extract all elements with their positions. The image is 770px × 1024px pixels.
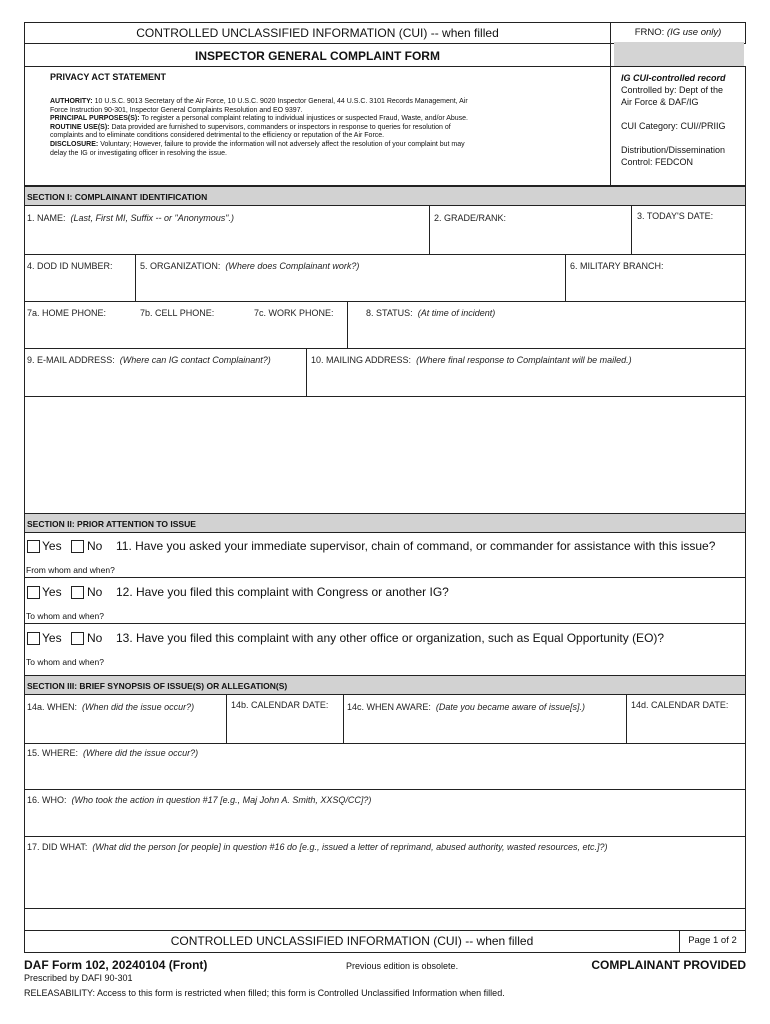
name-label: 1. NAME: (Last, First MI, Suffix -- or "Anonymous".) — [27, 213, 234, 223]
authority-text: 10 U.S.C. 9013 Secretary of the Air Force, 10 U.S.C. 9020 Inspector General, 44 U.S.C. 3101 Records Management, Air — [94, 98, 468, 105]
q13-follow-up: To whom and when? — [26, 657, 104, 667]
q12-yes-checkbox[interactable] — [27, 586, 40, 599]
organization-label: 5. ORGANIZATION: (Where does Complainant work?) — [140, 261, 360, 271]
frno-input[interactable] — [614, 42, 744, 66]
dod-id-label: 4. DOD ID NUMBER: — [27, 261, 113, 271]
footer-cui-banner: CONTROLLED UNCLASSIFIED INFORMATION (CUI) -- when filled — [170, 934, 534, 948]
calendar-date-1-label: 14b. CALENDAR DATE: — [231, 700, 329, 710]
mailing-address-label: 10. MAILING ADDRESS: (Where final response to Complaintant will be mailed.) — [311, 355, 632, 365]
q13-yes-label: Yes — [42, 631, 62, 645]
header-cui-banner: CONTROLLED UNCLASSIFIED INFORMATION (CUI) -- when filled — [136, 26, 499, 40]
previous-edition: Previous edition is obsolete. — [346, 961, 459, 971]
q12-follow-up: To whom and when? — [26, 611, 104, 621]
military-branch-label: 6. MILITARY BRANCH: — [570, 261, 664, 271]
section-1-header: SECTION I: COMPLAINANT IDENTIFICATION — [24, 186, 746, 206]
q13-question: 13. Have you filed this complaint with any other office or organization, such as Equal Opportunity (EO)? — [116, 631, 665, 645]
q12-no-checkbox[interactable] — [71, 586, 84, 599]
privacy-act-text — [50, 98, 605, 158]
authority-text-2: Force Instruction 90-301, Inspector General Complaints Resolution and EO 9397. — [50, 106, 303, 114]
cui-category: CUI Category: CUI//PRIIG — [621, 121, 726, 131]
disclosure-label: DISCLOSURE: — [50, 140, 99, 148]
section-3-header: SECTION III: BRIEF SYNOPSIS OF ISSUE(S) OR ALLEGATION(S) — [24, 675, 746, 695]
purposes-text: To register a personal complaint relating to individual injustices or suspected Fraud, Waste, and/or Abuse. — [141, 115, 469, 123]
q13-yes-checkbox[interactable] — [27, 632, 40, 645]
authority-label: AUTHORITY: — [50, 98, 93, 105]
cui-control-text — [621, 72, 743, 168]
status-label: 8. STATUS: (At time of incident) — [366, 308, 496, 318]
cell-phone-label: 7b. CELL PHONE: — [140, 308, 215, 318]
releasability: RELEASABILITY: Access to this form is restricted when filled; this form is Controlled Unclassified Information when filled. — [24, 988, 505, 998]
cui-controlled-by-1: Controlled by: Dept of the — [621, 85, 724, 95]
home-phone-label: 7a. HOME PHONE: — [27, 308, 107, 318]
q11-no-checkbox[interactable] — [71, 540, 84, 553]
complainant-provided: COMPLAINANT PROVIDED — [591, 958, 746, 972]
todays-date-label: 3. TODAY'S DATE: — [637, 211, 714, 221]
q11-yes-checkbox[interactable] — [27, 540, 40, 553]
disclosure-text-2: delay the IG or investigating officer in resolving the issue. — [50, 149, 227, 157]
who-label: 16. WHO: (Who took the action in question #17 [e.g., Maj John A. Smith, XXSQ/CC]?) — [27, 795, 372, 805]
cui-distribution-2: Control: FEDCON — [621, 157, 694, 167]
where-label: 15. WHERE: (Where did the issue occur?) — [27, 748, 199, 758]
frno-label-row — [610, 27, 746, 38]
frno-note: (IG use only) — [666, 27, 722, 38]
calendar-date-2-label: 14d. CALENDAR DATE: — [631, 700, 729, 710]
frno-label: FRNO: — [634, 27, 665, 38]
when-label: 14a. WHEN: (When did the issue occur?) — [27, 702, 195, 712]
form-title: INSPECTOR GENERAL COMPLAINT FORM — [195, 49, 440, 63]
q11-no-label: No — [87, 539, 103, 553]
did-what-label: 17. DID WHAT: (What did the person [or people] in question #16 do [e.g., issued a letter of reprimand, abused authority, wasted resources, etc.]?) — [27, 842, 608, 852]
q12-yes-label: Yes — [42, 585, 62, 599]
q13-no-label: No — [87, 631, 103, 645]
form-id: DAF Form 102, 20240104 (Front) — [24, 958, 208, 972]
cui-distribution-1: Distribution/Dissemination — [621, 145, 726, 155]
work-phone-label: 7c. WORK PHONE: — [254, 308, 334, 318]
routine-text-2: complaints and to eliminate conditions considered detrimental to the efficiency or reputation of the Air Force. — [50, 132, 385, 140]
did-what-continuation[interactable] — [24, 908, 746, 931]
routine-text: Data provided are furnished to supervisors, commanders or inspectors in response to queries for resolution of — [111, 123, 451, 131]
q13-no-checkbox[interactable] — [71, 632, 84, 645]
section-2-header: SECTION II: PRIOR ATTENTION TO ISSUE — [24, 513, 746, 533]
q11-yes-label: Yes — [42, 539, 62, 553]
q12-no-label: No — [87, 585, 103, 599]
cui-control-title: IG CUI-controlled record — [621, 73, 726, 83]
section-1-blank-area[interactable] — [24, 396, 746, 514]
grade-rank-label: 2. GRADE/RANK: — [434, 213, 507, 223]
email-label: 9. E-MAIL ADDRESS: (Where can IG contact Complainant?) — [27, 355, 271, 365]
privacy-act-title: PRIVACY ACT STATEMENT — [50, 72, 167, 82]
disclosure-text: Voluntary; However, failure to provide the information will not adversely affect the resolution of your complaint but may — [100, 140, 465, 148]
cui-controlled-by-2: Air Force & DAF/IG — [621, 97, 699, 107]
prescribed-by: Prescribed by DAFI 90-301 — [24, 973, 133, 983]
q11-follow-up: From whom and when? — [26, 565, 115, 575]
when-aware-label: 14c. WHEN AWARE: (Date you became aware of issue[s].) — [347, 702, 585, 712]
routine-label: ROUTINE USE(S): — [50, 123, 110, 131]
q11-question: 11. Have you asked your immediate supervisor, chain of command, or commander for assistance with this issue? — [116, 539, 716, 553]
q12-question: 12. Have you filed this complaint with Congress or another IG? — [116, 585, 449, 599]
purposes-label: PRINCIPAL PURPOSES(S): — [50, 115, 140, 123]
page-number: Page 1 of 2 — [688, 935, 737, 946]
